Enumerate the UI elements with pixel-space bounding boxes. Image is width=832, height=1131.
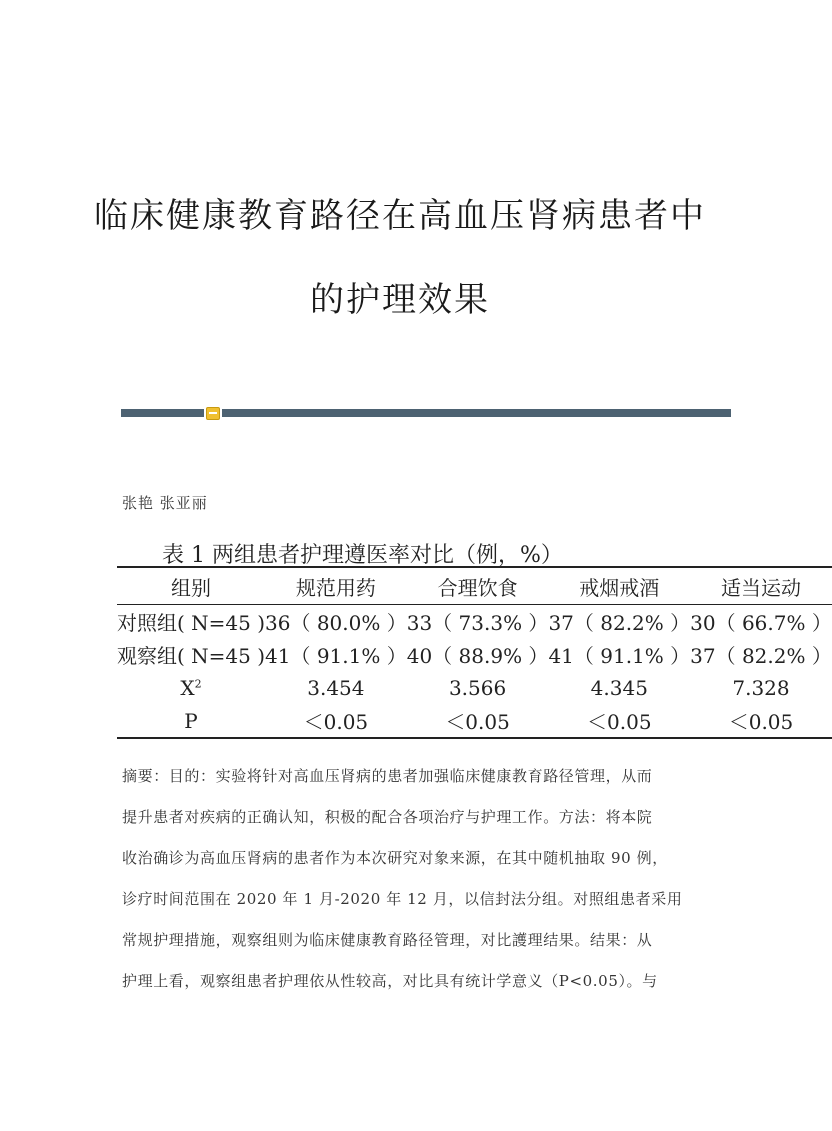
table-row-chi-square: [117, 671, 832, 704]
abstract-line: 摘要：目的：实验将针对高血压肾病的患者加强临床健康教育路径管理，从而: [122, 767, 653, 785]
title-divider-left: [121, 409, 204, 417]
compliance-table: [117, 566, 832, 739]
table-cell: ＜0.05: [728, 710, 794, 734]
table-row-p-value: [117, 704, 832, 738]
table-cell: 30（ 66.7% ）: [690, 611, 832, 635]
table-cell: 3.566: [448, 675, 507, 700]
divider-badge-icon: [206, 407, 220, 420]
table-cell: 37（ 82.2% ）: [548, 611, 691, 635]
abstract-line: 提升患者对疾病的正确认知，积极的配合各项治疗与护理工作。方法：将本院: [122, 808, 653, 826]
table-cell: ＜0.05: [587, 710, 652, 734]
table-header-row: [117, 567, 832, 605]
table-cell: ＜0.05: [303, 710, 369, 734]
header-group: 组别: [171, 575, 212, 600]
table-row-observation: [117, 638, 832, 671]
abstract-line: 常规护理措施，观察组则为临床健康教育路径管理，对比護理结果。结果：从: [122, 931, 653, 949]
header-diet: 合理饮食: [437, 575, 518, 600]
paper-title-line-1: 临床健康教育路径在高血压肾病患者中: [94, 196, 706, 236]
title-divider-right: [222, 409, 731, 417]
table-cell: 对照组( N=45 ): [117, 611, 266, 635]
abstract-line: 护理上看，观察组患者护理依从性较高，对比具有统计学意义（P<0.05）。与: [122, 972, 658, 990]
table-cell: 41（ 91.1% ）: [548, 644, 691, 668]
abstract-line: 收治确诊为高血压肾病的患者作为本次研究对象来源，在其中随机抽取 90 例，: [122, 849, 668, 867]
table-caption: 表 1 两组患者护理遵医率对比（例，%）: [162, 543, 563, 568]
table-cell: 36（ 80.0% ）: [265, 611, 407, 635]
header-medication: 规范用药: [295, 575, 376, 600]
chi-symbol: X: [180, 675, 195, 700]
table-cell: P: [184, 708, 198, 733]
abstract-line: 诊疗时间范围在 2020 年 1 月-2020 年 12 月，以信封法分组。对照组患者采用: [122, 890, 683, 908]
table-cell: 37（ 82.2% ）: [690, 644, 832, 668]
header-exercise: 适当运动: [720, 575, 801, 600]
chi-superscript: 2: [194, 676, 202, 690]
table-cell-chi-label: [117, 671, 265, 704]
table-row-control: [117, 605, 832, 639]
table-cell: ＜0.05: [445, 710, 510, 734]
table-cell: 4.345: [590, 675, 648, 700]
paper-title-line-2: 的护理效果: [310, 280, 490, 320]
authors: 张艳 张亚丽: [122, 494, 208, 512]
table-cell: 观察组( N=45 ): [117, 644, 266, 668]
table-cell: 41（ 91.1% ）: [265, 644, 407, 668]
header-smoking-drinking: 戒烟戒酒: [579, 575, 660, 600]
table-cell: 33（ 73.3% ）: [406, 611, 549, 635]
table-cell: 40（ 88.9% ）: [406, 644, 549, 668]
table-cell: 3.454: [307, 675, 365, 700]
table-cell: 7.328: [732, 675, 790, 700]
